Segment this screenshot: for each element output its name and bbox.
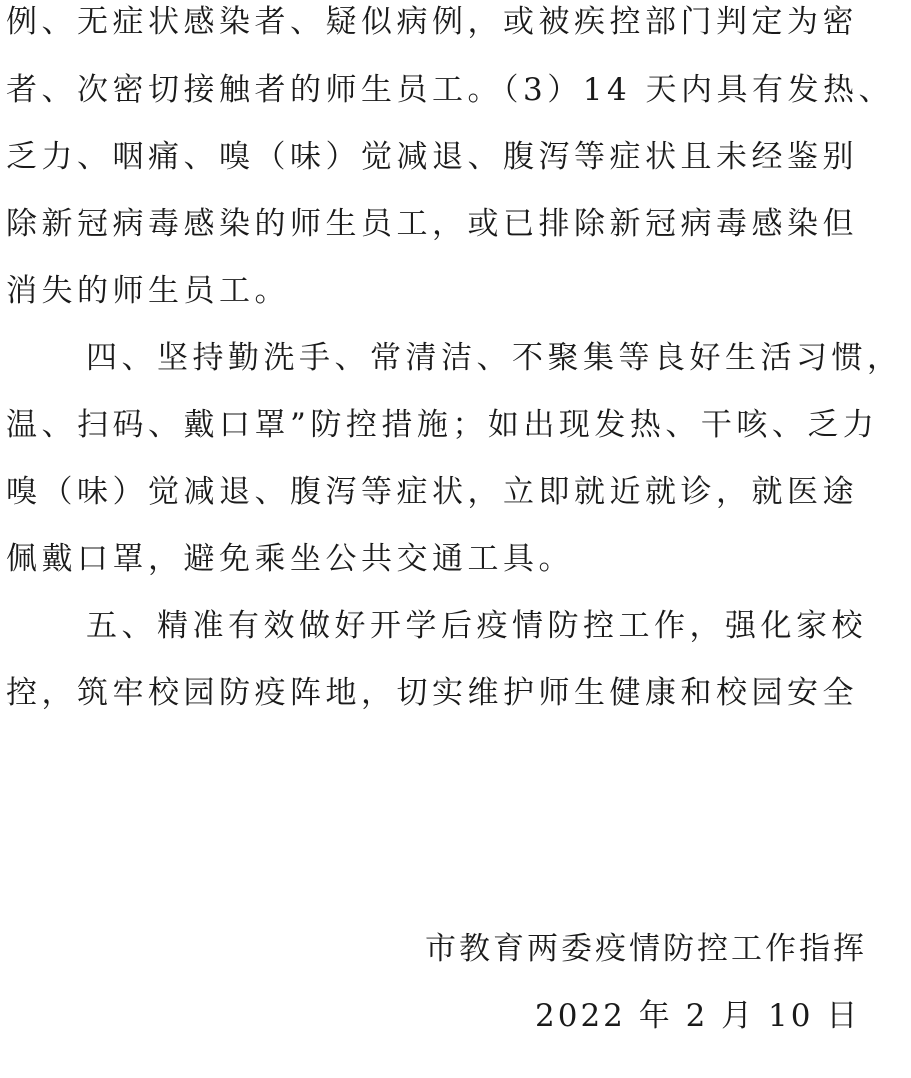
text-line-4: 除新冠病毒感染的师生员工，或已排除新冠病毒感染但 bbox=[6, 206, 858, 242]
text-line-7: 温、扫码、戴口罩”防控措施；如出现发热、干咳、乏力 bbox=[6, 407, 879, 443]
text-line-3: 乏力、咽痛、嗅（味）觉减退、腹泻等症状且未经鉴别 bbox=[6, 139, 858, 175]
paragraph-5-start: 五、精准有效做好开学后疫情防控工作，强化家校 bbox=[86, 608, 867, 644]
text-line-1: 例、无症状感染者、疑似病例，或被疾控部门判定为密 bbox=[6, 4, 858, 40]
issue-date: 2022 年 2 月 10 日 bbox=[535, 998, 861, 1034]
text-line-8: 嗅（味）觉减退、腹泻等症状，立即就近就诊，就医途 bbox=[6, 474, 858, 510]
paragraph-4-start: 四、坚持勤洗手、常清洁、不聚集等良好生活习惯， bbox=[86, 340, 903, 376]
text-line-2: 者、次密切接触者的师生员工。（3）14 天内具有发热、 bbox=[6, 72, 895, 108]
issuer-signature: 市教育两委疫情防控工作指挥 bbox=[425, 931, 867, 967]
text-line-5: 消失的师生员工。 bbox=[6, 273, 290, 309]
text-line-9: 佩戴口罩，避免乘坐公共交通工具。 bbox=[6, 541, 574, 577]
text-line-11: 控，筑牢校园防疫阵地，切实维护师生健康和校园安全 bbox=[6, 675, 858, 711]
